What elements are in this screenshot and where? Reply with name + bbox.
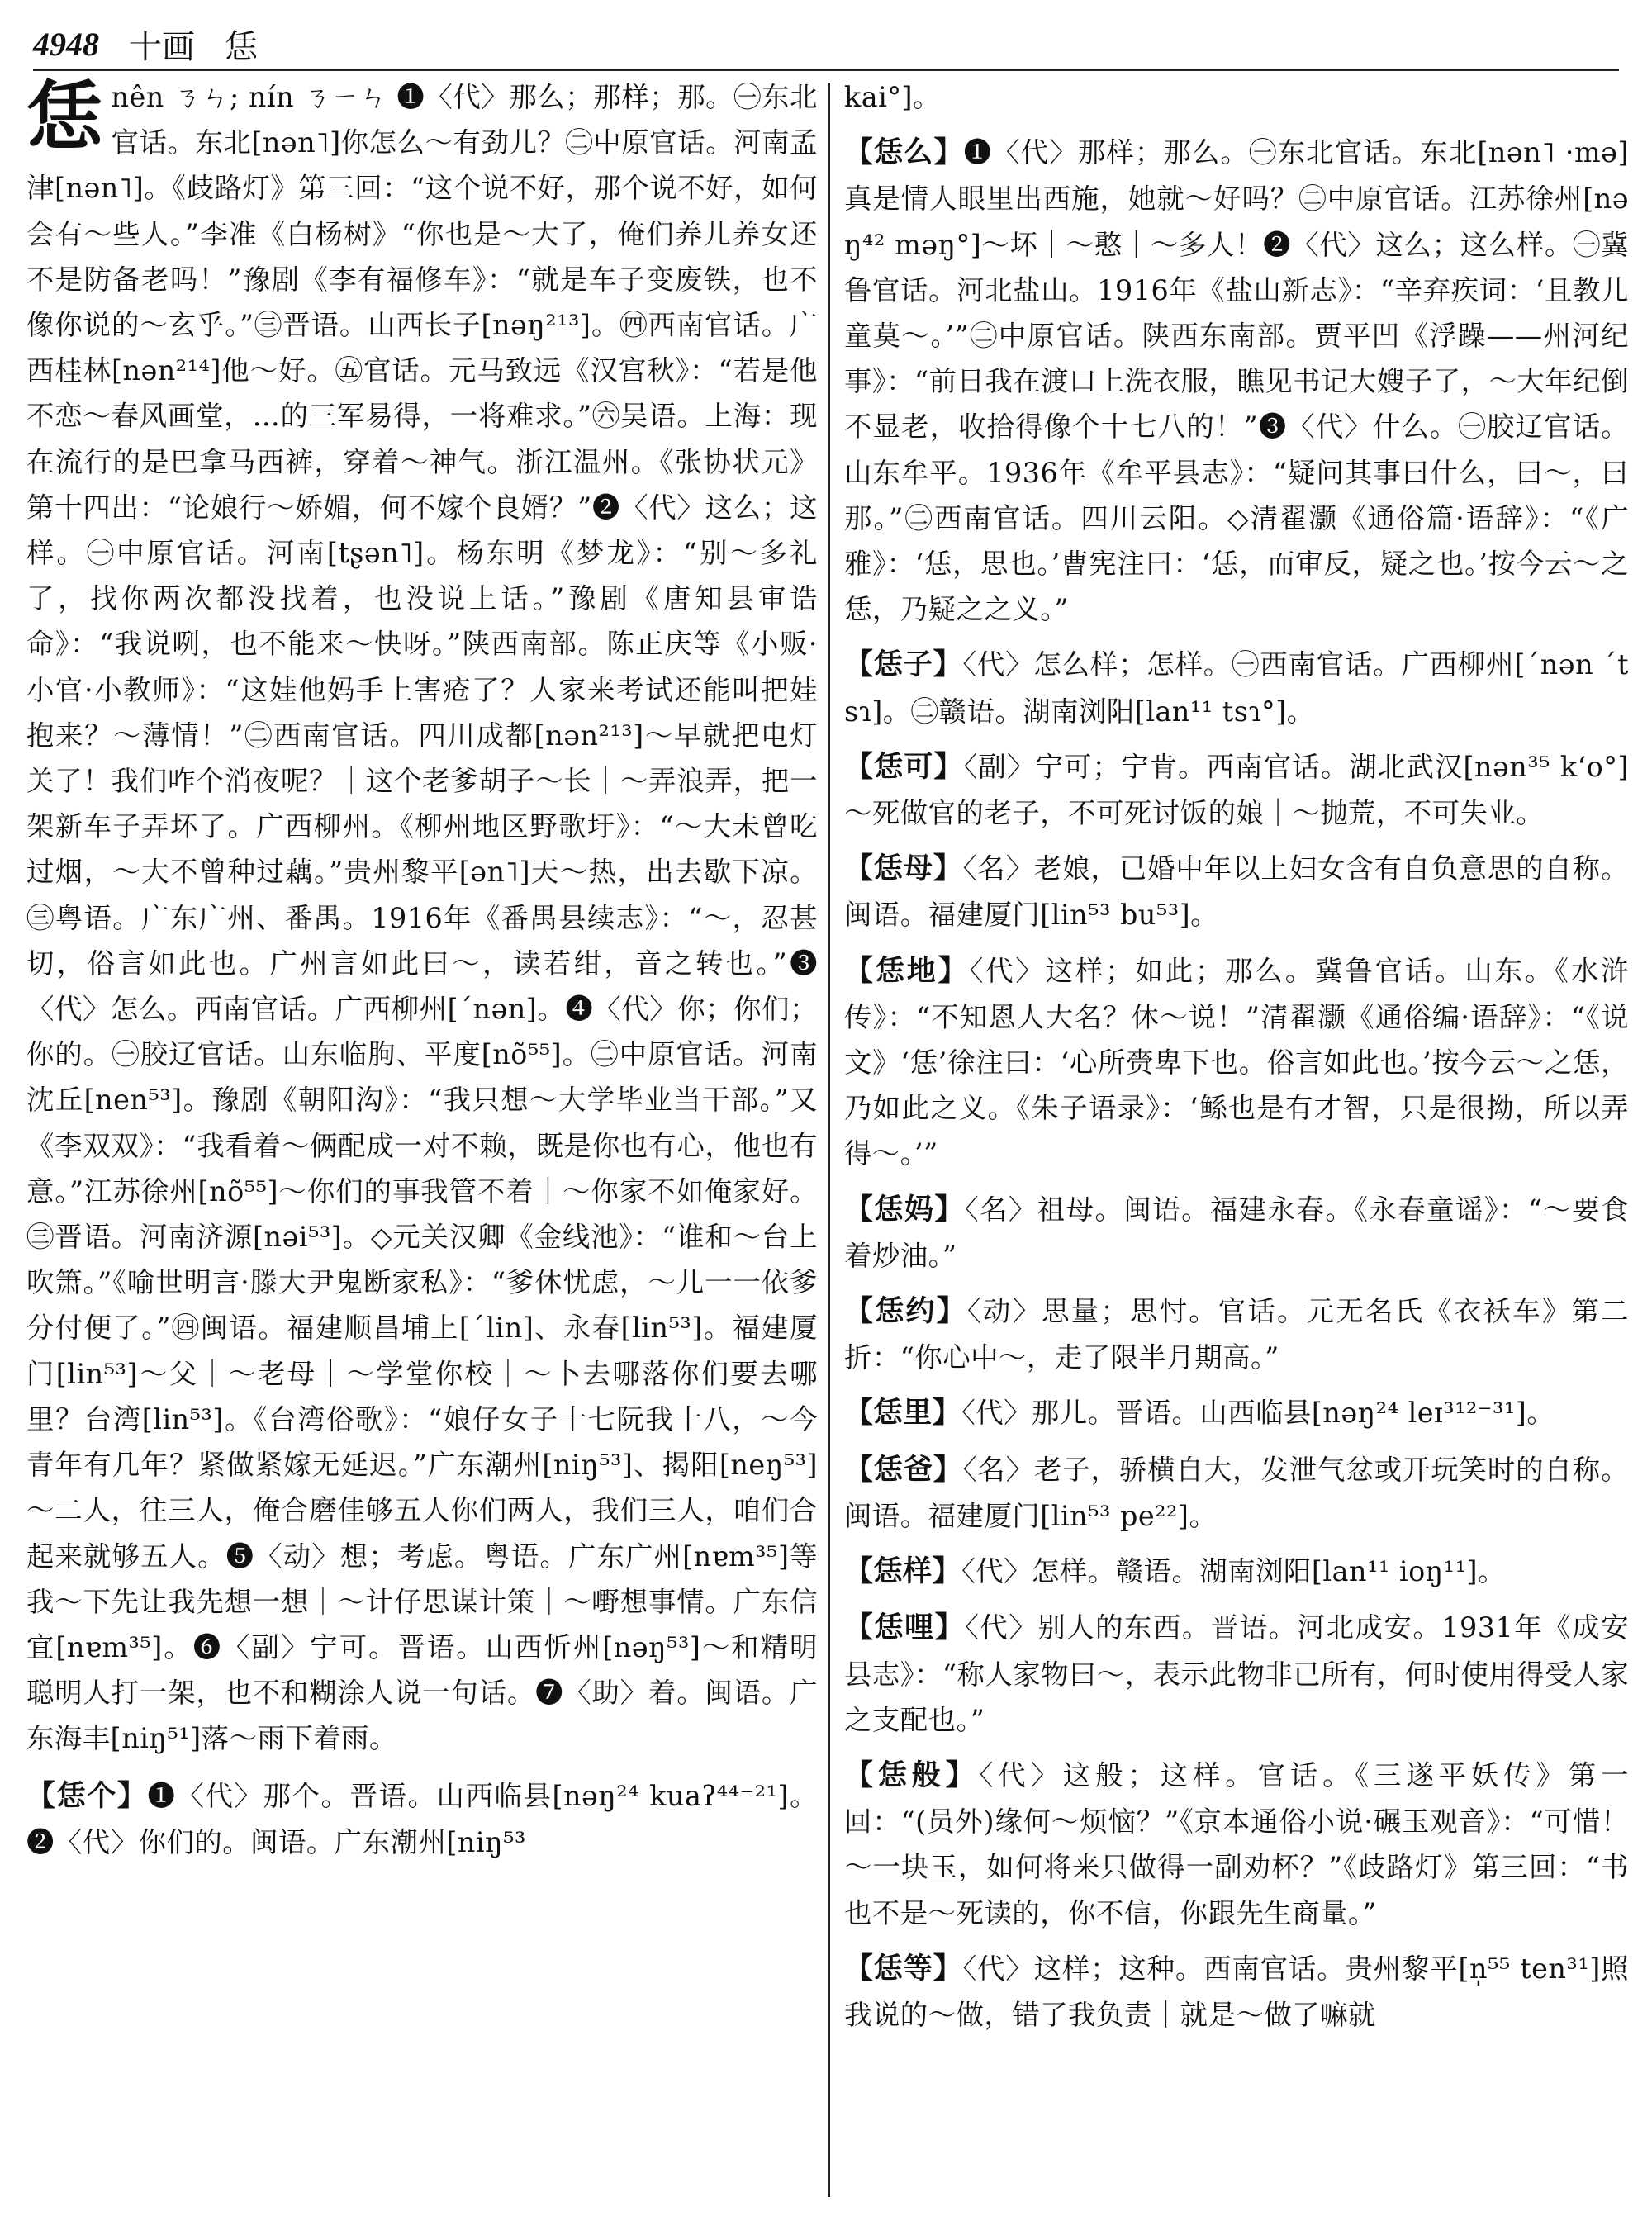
dictionary-entry: [844, 744, 1629, 836]
entry-text: 〈代〉这般；这样。官话。《三遂平妖传》第一回：“(员外)缘何～烦恼？”《京本通俗小说·碾玉观音》：“可惜！～一块玉，如何将来只做得一副劝杯？”《歧路灯》第三回：“书也不是～死读的，你不信，你跟先生商量。”: [844, 1758, 1629, 1929]
dictionary-entry: [844, 642, 1629, 733]
dictionary-entry: [844, 1605, 1629, 1743]
entry-headword: 【恁般】: [844, 1758, 980, 1792]
dictionary-entry: [844, 130, 1629, 632]
header-rule: [33, 69, 1619, 71]
header-character: 恁: [225, 27, 258, 66]
entry-text: 〈代〉那儿。晋语。山西临县[nəŋ²⁴ leɪ³¹²⁻³¹]。: [961, 1397, 1555, 1430]
entry-headword: 【恁等】: [844, 1952, 963, 1986]
page-number: 4948: [33, 25, 99, 63]
dictionary-entry: [844, 1946, 1629, 2038]
entry-text: 〈代〉别人的东西。晋语。河北成安。1931年《成安县志》：“称人家物曰～，表示此物非已所有，何时使用得受人家之支配也。”: [844, 1611, 1629, 1736]
entry-text: 〈名〉祖母。闽语。福建永春。《永春童谣》：“～要食着炒油。”: [844, 1193, 1629, 1272]
left-column: [26, 74, 818, 2213]
entry-headword: 【恁么】: [844, 136, 964, 170]
dictionary-entry: [844, 1549, 1629, 1595]
entry-headword: 【恁母】: [844, 852, 963, 886]
continuation-text: kai°]。: [844, 81, 941, 113]
entry-headword: 【恁约】: [844, 1295, 967, 1329]
entry-headword: 【恁里】: [844, 1397, 962, 1431]
entry-text: 〈动〉思量；思忖。官话。元无名氏《衣袄车》第二折：“你心中～，走了限半月期高。”: [844, 1295, 1629, 1374]
right-column: [844, 74, 1629, 2213]
entry-headword: 【恁子】: [844, 648, 963, 682]
dictionary-entry: [844, 1187, 1629, 1279]
entry-headword: 【恁个】: [26, 1779, 148, 1813]
entry-text: ❶〈代〉那样；那么。㊀东北官话。东北[nən˥ ·mə]真是情人眼里出西施，她就～好吗？㊁中原官话。江苏徐州[nəŋ⁴² məŋ°]～坏｜～憨｜～多人！❷〈代〉这么；这么样。㊀冀鲁官话。河北盐山。1916年《盐山新志》：“辛弃疾词：‘且教儿童莫～。’”㊁中原官话。陕西东南部。贾平凹《浮躁——州河纪事》：“前日我在渡口上洗衣服，瞧见书记大嫂子了，～大年纪倒不显老，收拾得像个十七八的！”❸〈代〉什么。㊀胶辽官话。山东牟平。1936年《牟平县志》：“疑问其事曰什么，曰～，曰那。”㊁西南官话。四川云阳。◇清翟灏《通俗篇·语辞》：“《广雅》：‘恁，思也。’曹宪注曰：‘恁，而审反，疑之也。’按今云～之恁，乃疑之之义。”: [844, 136, 1629, 626]
entry-text: 〈副〉宁可；宁肯。西南官话。湖北武汉[nən³⁵ k‘o°]～死做官的老子，不可死讨饭的娘｜～抛荒，不可失业。: [844, 750, 1629, 830]
entry-text: 〈名〉老子，骄横自大，发泄气忿或开玩笑时的自称。闽语。福建厦门[lin⁵³ pe²²]。: [844, 1453, 1629, 1532]
entry-text: 〈代〉这样；这种。西南官话。贵州黎平[n̩⁵⁵ ten³¹]照我说的～做，错了我负责｜就是～做了嘛就: [844, 1952, 1629, 2031]
entry-headword: 【恁可】: [844, 750, 964, 784]
entry-headword: 【恁妈】: [844, 1193, 965, 1226]
dictionary-entry: [844, 948, 1629, 1177]
entry-text: 〈代〉怎样。赣语。湖南浏阳[lan¹¹ ioŋ¹¹]。: [961, 1555, 1506, 1588]
entry-text: 〈名〉老娘，已婚中年以上妇女含有自负意思的自称。闽语。福建厦门[lin⁵³ bu⁵³]。: [844, 852, 1629, 932]
page-header: [33, 20, 1619, 68]
section-label: 十画: [129, 27, 195, 66]
entry-headword: 【恁哩】: [844, 1611, 966, 1645]
entry-text: 〈代〉这样；如此；那么。冀鲁官话。山东。《水浒传》：“不知恩人大名？休～说！”清翟灏《通俗编·语辞》：“《说文》‘恁’徐注曰：‘心所赍卑下也。俗言如此也。’按今云～之恁，乃如此之义。《朱子语录》：‘鲧也是有才智，只是很拗，所以弄得～。’”: [844, 954, 1629, 1170]
dictionary-entry: [844, 1753, 1629, 1936]
column-divider: [828, 83, 830, 2197]
main-entry-text: nên ㄋㄣ; nín ㄋㄧㄣ ❶〈代〉那么；那样；那。㊀东北官话。东北[nən˥]你怎么～有劲儿？㊁中原官话。河南孟津[nən˥]。《歧路灯》第三回：“这个说不好，那个说不好，如何会有～些人。”李准《白杨树》“你也是～大了，俺们养儿养女还不是防备老吗！”豫剧《李有福修车》：“就是车子变废铁，也不像你说的～玄乎。”㊂晋语。山西长子[nəŋ²¹³]。㊃西南官话。广西桂林[nən²¹⁴]他～好。㊄官话。元马致远《汉宫秋》：“若是他不恋～春风画堂，…的三军易得，一将难求。”㊅吴语。上海：现在流行的是巴拿马西裤，穿着～神气。浙江温州。《张协状元》第十四出：“论娘行～娇媚，何不嫁个良婿？”❷〈代〉这么；这样。㊀中原官话。河南[tʂən˥]。杨东明《梦龙》：“别～多礼了，找你两次都没找着，也没说上话。”豫剧《唐知县审诰命》：“我说咧，也不能来～快呀。”陕西南部。陈正庆等《小贩·小官·小教师》：“这娃他妈手上害疮了？人家来考试还能叫把娃抱来？～薄情！”㊁西南官话。四川成都[nən²¹³]～早就把电灯关了！我们咋个消夜呢？｜这个老爹胡子～长｜～弄浪弄，把一架新车子弄坏了。广西柳州。《柳州地区野歌圩》：“～大未曾吃过烟，～大不曾种过藕。”贵州黎平[ən˥]天～热，出去歇下凉。㊂粤语。广东广州、番禺。1916年《番禺县续志》：“～，忍甚切，俗言如此也。广州言如此曰～，读若绀，音之转也。”❸〈代〉怎么。西南官话。广西柳州[ˊnən]。❹〈代〉你；你们；你的。㊀胶辽官话。山东临朐、平度[nõ⁵⁵]。㊁中原官话。河南沈丘[nen⁵³]。豫剧《朝阳沟》：“我只想～大学毕业当干部。”又《李双双》：“我看着～俩配成一对不赖，既是你也有心，他也有意。”江苏徐州[nõ⁵⁵]～你们的事我管不着｜～你家不如俺家好。㊂晋语。河南济源[nəi⁵³]。◇元关汉卿《金线池》：“谁和～台上吹箫。”《喻世明言·滕大尹鬼断家私》：“爹休忧虑，～儿一一依爹分付便了。”㊃闽语。福建顺昌埔上[ˊlin]、永春[lin⁵³]。福建厦门[lin⁵³]～父｜～老母｜～学堂你校｜～卜去哪落你们要去哪里？台湾[lin⁵³]。《台湾俗歌》：“娘仔女子十七阮我十八，～今青年有几年？紧做紧嫁无延迟。”广东潮州[niŋ⁵³]、揭阳[neŋ⁵³]～二人，往三人，俺合磨佳够五人你们两人，我们三人，咱们合起来就够五人。❺〈动〉想；考虑。粤语。广东广州[nɐm³⁵]等我～下先让我先想一想｜～计仔思谋计策｜～嘢想事情。广东信宜[nɐm³⁵]。❻〈副〉宁可。晋语。山西忻州[nəŋ⁵³]～和精明聪明人打一架，也不和糊涂人说一句话。❼〈助〉着。闽语。广东海丰[niŋ⁵¹]落～雨下着雨。: [26, 81, 818, 1755]
entry-text: ❶〈代〉那个。晋语。山西临县[nəŋ²⁴ kuaʔ⁴⁴⁻²¹]。❷〈代〉你们的。闽语。广东潮州[niŋ⁵³: [26, 1779, 818, 1858]
entry-headword: 【恁爸】: [844, 1453, 963, 1487]
dictionary-entry: [844, 1390, 1629, 1436]
entry-text: 〈代〉怎么样；怎样。㊀西南官话。广西柳州[ˊnən ˊtsɿ]。㊁赣语。湖南浏阳[lan¹¹ tsɿ°]。: [844, 648, 1629, 728]
dictionary-entry: [844, 1288, 1629, 1380]
main-entry: [26, 74, 818, 1762]
main-headword: 恁: [26, 74, 103, 161]
entry-headword: 【恁地】: [844, 954, 970, 988]
entry-headword: 【恁样】: [844, 1555, 962, 1589]
dictionary-entry: [844, 1447, 1629, 1539]
dictionary-entry: [26, 1773, 818, 1865]
dictionary-entry: [844, 846, 1629, 937]
